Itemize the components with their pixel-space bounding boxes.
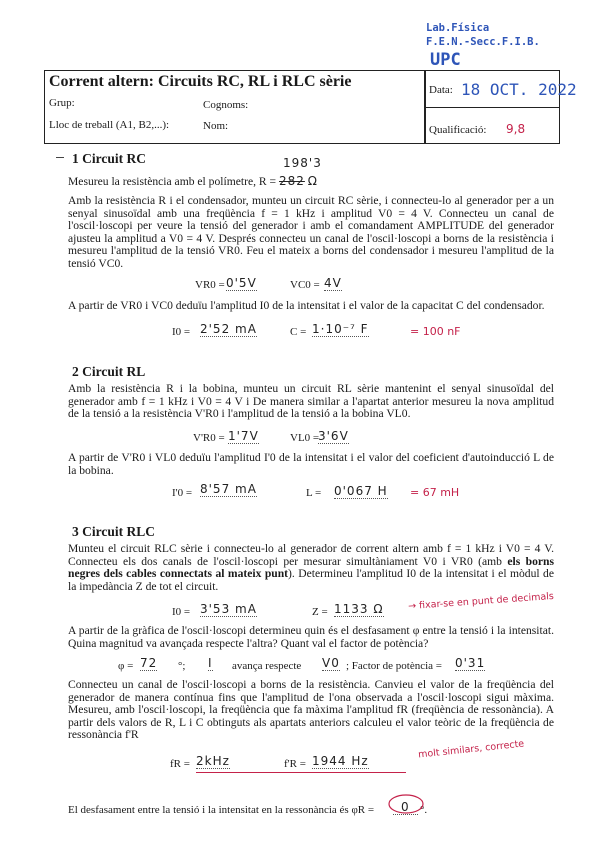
nom-label: Nom: bbox=[203, 120, 229, 132]
header-divider bbox=[424, 107, 559, 108]
z-note: → fixar-se en punt de decimals bbox=[407, 590, 555, 613]
vc0-value: 4V bbox=[324, 276, 342, 290]
stamp-upc: UPC bbox=[430, 50, 461, 70]
s3-i0-value: 3'53 mA bbox=[200, 602, 257, 616]
vr0-value: 0'5V bbox=[226, 276, 257, 290]
s3-paragraph-1 bbox=[68, 543, 554, 593]
i0-label: I0 = bbox=[172, 326, 191, 338]
section-3-title: 3 Circuit RLC bbox=[72, 524, 155, 539]
i0-value: 2'52 mA bbox=[200, 322, 257, 336]
power-factor-label: ; Factor de potència = bbox=[346, 660, 443, 672]
s1-paragraph-2: Amb la resistència R i el condensador, munteu un circuit RC sèrie, i connecteu-lo al generador per a un senyal sinusoïdal amb una freqüència f = 1 kHz i amplitud V0 = 4 V. Connecteu un canal de l'oscil·loscopi per veure la tensió del generador i amb el comandament AMPLITUDE del generador ajusteu la amplitud a V0 = 4 V. Després connecteu un canal de l'oscil·loscopi a borns de la resistència i mesureu l'amplitud de la tensió VR0. Feu el mateix a borns del condensador i mesureu l'amplitud de la tensió VC0. bbox=[68, 194, 554, 270]
data-label: Data: bbox=[429, 84, 453, 96]
s3-paragraph-3: Connecteu un canal de l'oscil·loscopi a borns de la resistència. Canvieu el valor de la freqüència del generador de manera contínua fins que l'amplitud de l'ona observada a l'oscil·loscopi sigui màxima. Mesureu, amb l'oscil·loscopi, la freqüència que fa màxima l'amplitud fR (freqüència de ressonància). A partir dels valors de R, L i C obtinguts als apartats anteriors calculeu el valor teòric de la freqüència de ressonància f'R bbox=[68, 678, 554, 742]
phir-value: 0 bbox=[393, 800, 418, 815]
s1-r-text: Mesureu la resistència amb el polímetre, R = bbox=[68, 175, 277, 188]
l-note: = 67 mH bbox=[410, 486, 460, 499]
z-label: Z = bbox=[312, 606, 328, 618]
qualificacio-label: Qualificació: bbox=[429, 124, 487, 136]
s3-p1-part-a: Munteu el circuit RLC sèrie i connecteu-lo al generador de corrent altern amb f = 1 kHz i V0 = 4 V. Connecteu els dos canals de l'oscil·loscopi per mesurar simultàniament V0 i VR0 (amb bbox=[68, 542, 554, 568]
phi-unit: °; bbox=[178, 660, 186, 672]
fr-label: fR = bbox=[170, 758, 190, 770]
s3-p1-bold: els borns negres dels cables connectats al mateix punt bbox=[68, 554, 554, 581]
c-value: 1·10⁻⁷ F bbox=[312, 322, 369, 336]
section-2-title: 2 Circuit RL bbox=[72, 364, 146, 379]
r-note: 198'3 bbox=[283, 156, 322, 170]
vr0-prime-label: V'R0 = bbox=[193, 432, 225, 444]
s1-intro bbox=[68, 175, 554, 189]
fr-prime-value: 1944 Hz bbox=[312, 754, 369, 768]
i0-prime-value: 8'57 mA bbox=[200, 482, 257, 496]
qualificacio-value: 9,8 bbox=[506, 122, 526, 136]
power-factor-value: 0'31 bbox=[455, 656, 486, 670]
advance-value-2: V0 bbox=[322, 656, 340, 670]
i0-prime-label: I'0 = bbox=[172, 487, 193, 499]
fr-value: 2kHz bbox=[196, 754, 230, 768]
vr0-prime-value: 1'7V bbox=[228, 429, 259, 443]
s3-paragraph-2: A partir de la gràfica de l'oscil·loscopi determineu quin és el desfasament φ entre la tensió i la intensitat. Quina magnitud va avançada respecte l'altra? Quant val el factor de potència? bbox=[68, 624, 554, 650]
phi-value: 72 bbox=[140, 656, 158, 670]
data-value: 18 OCT. 2022 bbox=[461, 80, 577, 99]
z-value: 1133 Ω bbox=[334, 602, 384, 616]
vl0-value: 3'6V bbox=[318, 429, 349, 443]
c-note: = 100 nF bbox=[410, 325, 461, 338]
vl0-label: VL0 = bbox=[290, 432, 320, 444]
r-unit: Ω bbox=[307, 174, 318, 188]
phir-unit: °. bbox=[420, 804, 428, 816]
fr-underline bbox=[196, 772, 406, 773]
s3-i0-label: I0 = bbox=[172, 606, 191, 618]
s1-paragraph-3: A partir de VR0 i VC0 deduïu l'amplitud I0 de la intensitat i el valor de la capacitat C del condensador. bbox=[68, 299, 545, 312]
s3-p1-part-c: ). Determineu l'amplitud I0 de la intensitat i el mòdul de la impedància Z de tot el circuit. bbox=[68, 567, 554, 593]
l-value: 0'067 H bbox=[334, 484, 388, 498]
section-1-title: 1 Circuit RC bbox=[72, 151, 146, 166]
vc0-label: VC0 = bbox=[290, 279, 320, 291]
stamp-dept: F.E.N.-Secc.F.I.B. bbox=[426, 36, 540, 48]
phir-circle bbox=[386, 793, 426, 815]
l-label: L = bbox=[306, 487, 322, 499]
advance-text: avança respecte bbox=[232, 660, 302, 672]
vr0-label: VR0 = bbox=[195, 279, 225, 291]
fr-note: molt similars, correcte bbox=[417, 738, 525, 761]
stamp-lab: Lab.Física bbox=[426, 22, 490, 34]
lloc-label: Lloc de treball (A1, B2,...): bbox=[49, 119, 170, 131]
cognoms-label: Cognoms: bbox=[203, 99, 249, 111]
fr-prime-label: f'R = bbox=[284, 758, 306, 770]
s2-paragraph-1: Amb la resistència R i la bobina, munteu un circuit RL sèrie mantenint el senyal sinusoïdal del generador amb f = 1 kHz i V0 = 4 V i De manera similar a l'apartat anterior mesureu la nova amplitud de la tensió a la resistència V'R0 i l'amplitud de la tensió a la bobina VL0. bbox=[68, 382, 554, 421]
phi-label: φ = bbox=[118, 660, 134, 672]
margin-dash bbox=[56, 157, 64, 158]
s2-paragraph-2: A partir de V'R0 i VL0 deduïu l'amplitud I'0 de la intensitat i el valor del coeficient d'autoinducció L de la bobina. bbox=[68, 451, 554, 477]
advance-value-1: I bbox=[208, 656, 213, 670]
page-title: Corrent altern: Circuits RC, RL i RLC sèrie bbox=[49, 73, 352, 90]
grup-label: Grup: bbox=[49, 97, 75, 109]
r-value: 282 bbox=[278, 174, 305, 188]
phir-text: El desfasament entre la tensió i la intensitat en la ressonància és φR = bbox=[68, 804, 375, 816]
c-label: C = bbox=[290, 326, 307, 338]
